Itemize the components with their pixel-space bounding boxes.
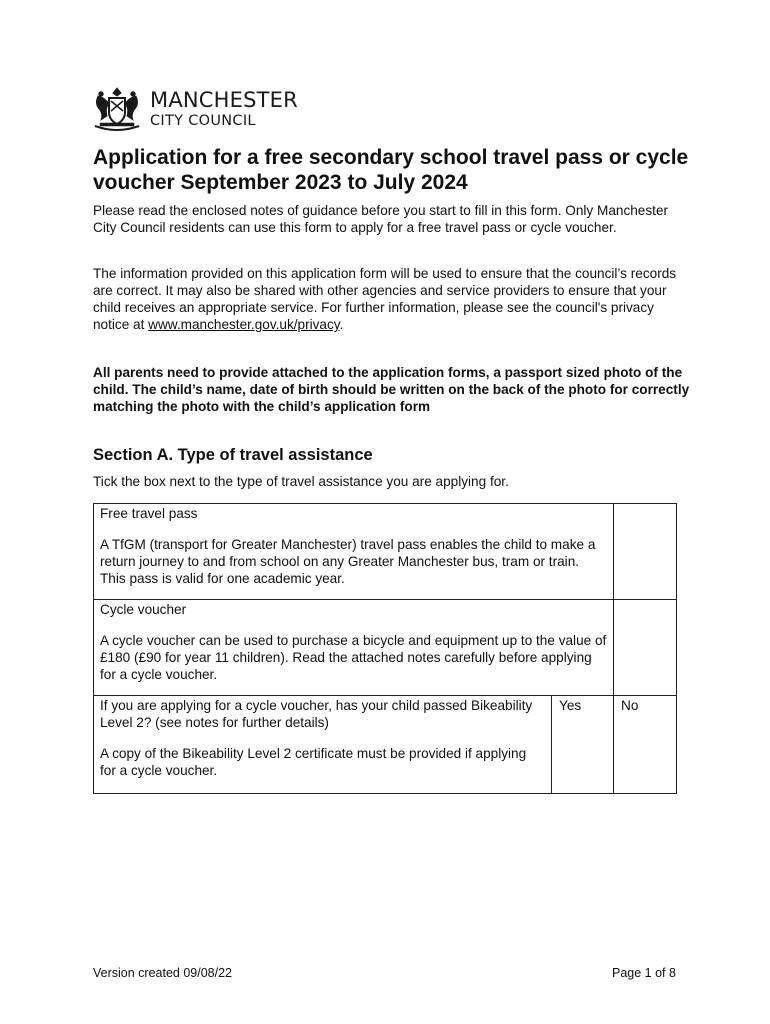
section-a-heading: Section A. Type of travel assistance [93, 446, 373, 464]
page-number: Page 1 of 8 [612, 966, 676, 980]
bikeability-no-option[interactable] [613, 695, 677, 794]
privacy-text: The information provided on this application form will be used to ensure that the council’s records are correct. It may also be shared with other agencies and service providers to ensure that your child receives an appropriate service. For further information, please see the council's privacy notice at [93, 266, 677, 332]
cycle-voucher-checkbox[interactable] [613, 599, 677, 696]
guidance-paragraph: Please read the enclosed notes of guidance before you start to fill in this form. Only Manchester City Council residents can use this form to apply for a free travel pass or cycle voucher. [93, 203, 669, 235]
logo-text [150, 89, 298, 129]
bikeability-yes-label: Yes [559, 698, 582, 713]
cycle-voucher-cell [93, 599, 614, 696]
travel-assistance-table [93, 503, 677, 794]
bikeability-certificate-note: A copy of the Bikeability Level 2 certificate must be provided if applying for a cycle voucher. [100, 746, 527, 778]
logo-city-council: CITY COUNCIL [150, 113, 256, 130]
section-a-instruction: Tick the box next to the type of travel assistance you are applying for. [93, 474, 509, 489]
logo-manchester: MANCHESTER [150, 88, 298, 113]
version-footer: Version created 09/08/22 [93, 966, 232, 980]
bikeability-no-label: No [621, 698, 639, 713]
cycle-voucher-title: Cycle voucher [100, 602, 187, 617]
privacy-period: . [339, 317, 344, 332]
cycle-voucher-description: A cycle voucher can be used to purchase a bicycle and equipment up to the value of £180 (£90 for year 11 children). Read the attached notes carefully before applying for a cycle voucher. [100, 633, 607, 682]
free-travel-pass-checkbox[interactable] [613, 503, 677, 600]
page-title: Application for a free secondary school travel pass or cycle voucher September 2023 to July 2024 [93, 146, 689, 194]
council-logo [92, 86, 298, 132]
manchester-crest-icon [92, 86, 142, 132]
privacy-paragraph [93, 265, 693, 333]
bikeability-question-cell [93, 695, 552, 794]
bikeability-question: If you are applying for a cycle voucher, has your child passed Bikeability Level 2? (see notes for further details) [100, 698, 533, 730]
free-travel-pass-description: A TfGM (transport for Greater Manchester) travel pass enables the child to make a return journey to and from school on any Greater Manchester bus, tram or train. This pass is valid for one academic year. [100, 537, 596, 586]
free-travel-pass-title: Free travel pass [100, 506, 198, 521]
privacy-link[interactable]: www.manchester.gov.uk/privacy [148, 317, 340, 332]
photo-requirement-paragraph: All parents need to provide attached to the application forms, a passport sized photo of the child. The child’s name, date of birth should be written on the back of the photo for correctly matching the photo with the child’s application form [93, 365, 690, 414]
bikeability-yes-option[interactable] [551, 695, 614, 794]
free-travel-pass-cell [93, 503, 614, 600]
